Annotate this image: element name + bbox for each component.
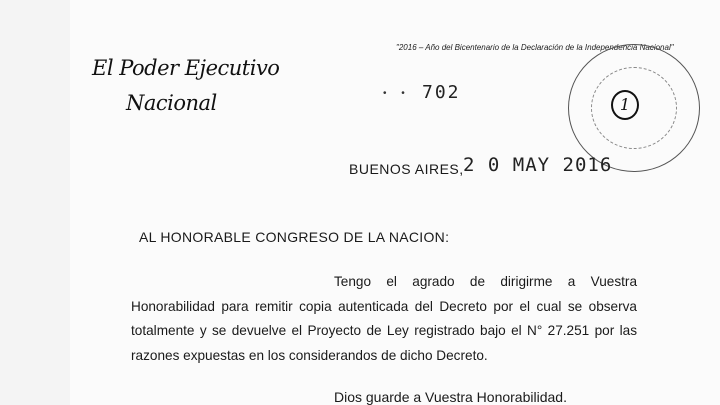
recipient-line: AL HONORABLE CONGRESO DE LA NACION:	[139, 229, 450, 245]
letter-body	[131, 270, 637, 369]
register-marks: • •	[383, 88, 411, 99]
body-line: Tengo el agrado de dirigirme a Vuestra	[334, 274, 637, 289]
folio-number: 1	[611, 90, 639, 120]
seal-line-2: Nacional	[126, 91, 217, 115]
dateline-date: 2 0 MAY 2016	[463, 154, 613, 176]
year-motto: "2016 – Año del Bicentenario de la Declaración de la Independencia Nacional"	[396, 43, 674, 52]
body-line: Honorabilidad para remitir copia autenticada del Decreto por el cual se observa	[131, 298, 637, 314]
body-line: razones expuestas en los considerandos de dicho Decreto.	[131, 348, 488, 364]
dateline-place: BUENOS AIRES,	[349, 161, 464, 177]
closing-line: Dios guarde a Vuestra Honorabilidad.	[334, 389, 567, 405]
document-number: 702	[422, 82, 461, 103]
executive-seal	[92, 50, 280, 130]
seal-line-1: El Poder Ejecutivo	[92, 56, 280, 80]
body-line: totalmente y se devuelve el Proyecto de Ley registrado bajo el N° 27.251 por las	[131, 323, 637, 339]
